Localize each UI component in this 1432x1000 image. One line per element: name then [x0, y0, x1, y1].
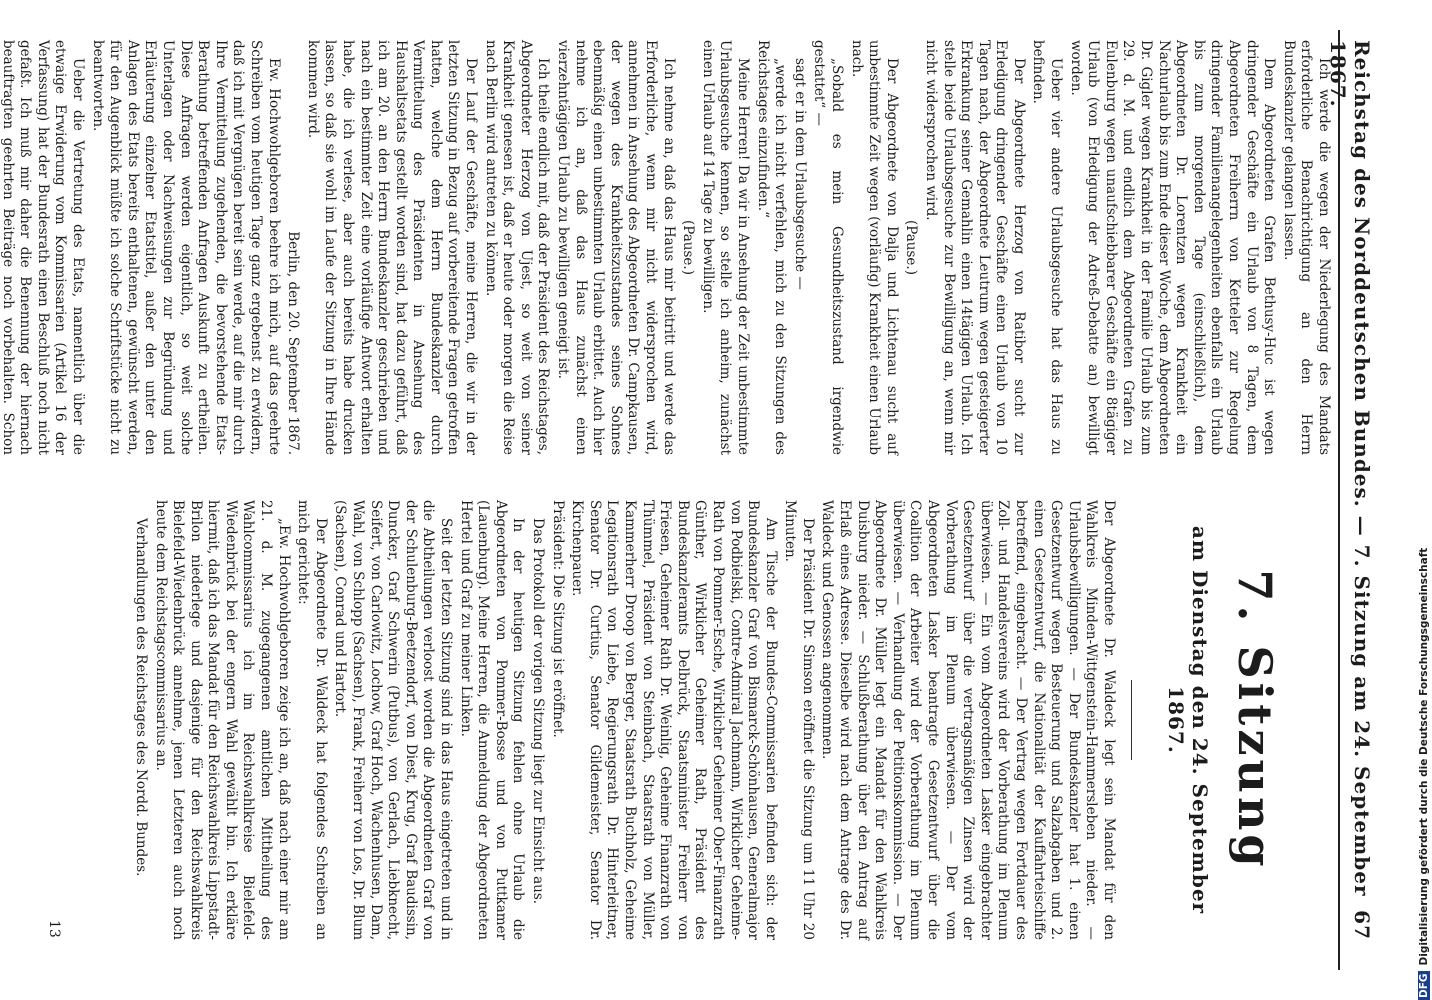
header-rule: [1338, 30, 1340, 970]
running-header: [1326, 40, 1382, 940]
page-number: 67: [1350, 910, 1374, 940]
left-column-paragraph: Das Protokoll der vorigen Sitzung liegt zur Einsicht aus.: [530, 518, 546, 905]
right-column-paragraph: Ich nehme an, daß das Haus mir beitritt und werde das Erforderliche, wenn mir nicht widersprochen wird, annehmen in Ansehung des Abgeordneten Dr. Campkausen, der wegen des Krankheitszustandes seines Sohnes ebenmäßig einen unbestimmten Urlaub erbittet. Auch hier nehme ich an, daß das Haus zunächst einen vierzehntägigen Urlaub zu bewilligen geneigt ist.: [555, 40, 677, 455]
left-column-paragraph: Der Abgeordnete Dr. Waldeck legt sein Mandat für den Wahlkreis Minden-Wittgenstein-Hammersleben nieder. — Urlaubsbewilligungen. — Der Bundeskanzler hat 1. einen Gesetzentwurf wegen Besteuerung und Salzabgaben und 2. einen Gesetzentwurf, die Nationalität der Kauffahrteischiffe betreffend, eingebracht. — Der Vertrag wegen Fortdauer des Zoll- und Handelsvereins wird der Vorberathung im Plenum überwiesen. — Ein vom Abgeordneten Lasker eingebrachter Gesetzentwurf über die vertragsmäßigen Zinsen wird der Vorberathung im Plenum überwiesen. — Der vom Abgeordneten Lasker beantragte Gesetzentwurf über die Coalition der Arbeiter wird der Vorberathung im Plenum überwiesen. — Verhandlung der Petitionskommission. — Der Abgeordnete Dr. Müller legt ein Mandat für den Wahlkreis Duisburg nieder. — Schlußberathung über den Antrag auf Erlaß eines Adresse. Dieselbe wird nach dem Antrage des Dr. Waldeck und Genossen angenommen.: [819, 500, 1117, 940]
left-column-paragraph: Präsident: Die Sitzung ist eröffnet.: [549, 500, 566, 738]
right-column-paragraph: „werde ich nicht verfehlen, mich zu den Sitzungen des Reichstages einzufinden.“: [754, 40, 789, 455]
right-column-paragraph: Dem Abgeordneten Grafen Bethusy-Huc ist wegen dringender Geschäfte ein Urlaub von 8 Tagen, dem Abgeordneten Freiherrn von Ketteler zur Regelung dringender Familienangelegenheiten ebenfalls ein Urlaub bis zum morgenden Tage (einschließlich), dem Abgeordneten Dr. Lorentzen wegen Krankheit ein Nachurlaub bis zum Ende dieser Woche, dem Abgeordneten Dr. Gigler wegen Krankheit in der Familie Urlaub bis zum 29. d. M. und endlich dem Abgeordneten Grafen zu Eulenburg wegen unaufschiebbarer Geschäfte ein 8tägiger Urlaub (von Erledigung der Adreß-Debatte an) bewilligt worden.: [1067, 40, 1278, 455]
right-column-paragraph: Ew. Hochwohlgeboren beehre ich mich, auf das geehrte Schreiben vom heutigen Tage ganz ergebenst zu erwidern, daß ich mit Vergnügen bereit sein werde, auf die mir durch Ihre Vermittelung zugehenden, die bevorstehende Etats-Berathung betreffenden Anfragen Auskunft zu ertheilen. Diese Anfragen werden eigentlich, so weit solche Unterlagen oder Nachweisungen zur Begründung und Erläuterung einzelner Etatstitel, außer den unter den Anlagen des Etats bereits enthaltenen, gewünscht werden, für den Augenblick müßte ich solche Schriftstücke nicht zu beantworten.: [89, 40, 282, 455]
right-column-paragraph: Ueber vier andere Urlaubsgesuche hat das Haus zu befinden.: [1030, 40, 1065, 455]
left-column-paragraph: „Ew. Hochwohlgeboren zeige ich an, daß nach einer mir am 21. d. M. zugegangenen amtlichen Mittheilung des Wahlcommissarius ich im Reichswahlkreise Bielefeld-Wiedenbrück bei der engern Wahl gewählt bin. Ich erkläre hiermit, daß ich das Mandat für den Reichswahlkreis Lippstadt-Brilon niederlege und dasjenige für den Reichswahlkreis Bielefeld-Wiedenbrück annehme, jenen Letzteren auch noch heute dem Reichstagscommissarius an.: [152, 500, 292, 940]
right-column-paragraph: (Pause.): [680, 220, 697, 275]
page-mark: 13: [46, 920, 62, 938]
right-column-paragraph: „Sobald es mein Gesundheitszustand irgendwie gestattet“ —: [811, 40, 845, 455]
title-rule: [1131, 680, 1132, 760]
column-left: [129, 500, 1117, 940]
left-column-paragraph: Verhandlungen des Reichstages des Nordd. Bundes.: [132, 518, 149, 877]
right-column-paragraph: Meine Herren! Da wir in Ansehung der Zeit unbestimmte Urlaubsgesuche kennen, so stelle ich anheim, zunächst einen Urlaub auf 14 Tage zu bewilligen.: [699, 40, 751, 455]
right-column-paragraph: sagt er in dem Urlaubsgesuche —: [791, 58, 808, 290]
dfg-logo: DFG: [1418, 973, 1430, 998]
right-column-paragraph: Ich theile endlich mit, daß der Präsident des Reichstages, Abgeordneter Herzog von Ujest, so weit von seiner Krankheit genesen ist, daß er heute oder morgen die Reise nach Berlin wird antreten zu können.: [482, 40, 552, 455]
funding-sidebar: [1418, 547, 1432, 1000]
funding-note: Digitalisierung gefördert durch die Deutsche Forschungsgemeinschaft: [1418, 547, 1430, 966]
session-date: am Dienstag den 24. September 1867.: [1164, 525, 1212, 915]
header-title: Reichstag des Norddeutschen Bundes. — 7. Sitzung am 24. September 1867.: [1326, 40, 1374, 897]
left-column-paragraph: Seit der letzten Sitzung sind in das Haus eingetreten und in die Abtheilungen verloost worden die Abgeordneten Graf von der Schulenburg-Beetzendorf, von Diest, Krug, Graf Baudissin, Duncker, Graf Schwerin (Putbus), von Gerlach, Liebknecht, Seifert, von Carlowitz, Lochow, Graf Hoch, Wachenhusen, Dam, Wahl, von Schlopp (Sachsen), Frank, Freiherr von Los, Dr. Blum (Sachsen), Conrad und Hartort.: [332, 500, 455, 940]
right-column-paragraph: (Pause.): [903, 220, 920, 275]
left-column-paragraph: Der Präsident Dr. Simson eröffnet die Sitzung um 11 Uhr 20 Minuten.: [782, 500, 816, 940]
left-column-paragraph: Am Tische der Bundes-Commissarien befinden sich: der Bundeskanzler Graf von Bismarck-Schönhausen, Generalmajor von Podbielski, Contre-Admiral Jachmann, Wirklicher Geheime-Rath von Pommer-Esche, Wirklicher Geheimer Ober-Finanzrath Günther, Wirklicher Geheimer Rath, Präsident des Bundeskanzleramts Delbrück, Staatsminister Freiherr von Friesen, Geheimer Rath Dr. Weinlig, Geheime Finanzrath von Thümmel, Präsident von Steinbach, Staatsrath von Müller, Kammerherr Droop von Berger, Staatsrath Buchholz, Geheime Legationsrath von Liebe, Regierungsrath Dr. Hinterleitner, Senator Dr. Curtius, Senator Gildemeister, Senator Dr. Kirchenpauer.: [569, 500, 779, 940]
right-column-paragraph: Berlin, den 20. September 1867.: [285, 231, 302, 455]
right-column-paragraph: Ich werde die wegen der Niederlegung des Mandats erforderliche Benachrichtigung an den Herrn Bundeskanzler gelangen lassen.: [1280, 40, 1332, 455]
right-column-paragraph: Der Lauf der Geschäfte, meine Herren, die wir in der letzten Sitzung in Bezug auf vorbereitende Fragen getroffen hatten, welche dem Herrn Bundeskanzler durch Vermittelung des Präsidenten in Ansehung des Haushaltsetats gestellt worden sind, hat dazu geführt, daß ich am 20. an den Herrn Bundeskanzler geschrieben und nach ein bestimmter Zeit eine vorläufige Antwort erhalten habe, die ich verlese, aber auch bereits habe drucken lassen, so daß sie wohl im Laufe der Sitzung in Ihre Hände kommen wird.: [304, 40, 480, 455]
right-column-paragraph: Der Abgeordnete von Dalja und Lichtenau sucht auf unbestimmte Zeit wegen (vorläufig) Krankheit einen Urlaub nach.: [848, 40, 900, 455]
left-column-paragraph: Der Abgeordnete Dr. Waldeck hat folgendes Schreiben an mich gerichtet:: [295, 500, 329, 940]
right-column-paragraph: Der Abgeordnete Herzog von Ratibor sucht zur Erledigung dringender Geschäfte einen Urlaub von 10 Tagen nach, der Abgeordnete Leutrum wegen gesteigerter Erkrankung seiner Gemahlin einen 14tägigen Urlaub. Ich stelle beide Urlaubsgesuche zur Bewilligung an, wenn mir nicht widersprochen wird.: [922, 40, 1027, 455]
left-column-paragraph: In der heutigen Sitzung fehlen ohne Urlaub die Abgeordneten von Pommer-Bosse und von Puttkamer (Lauenburg). Meine Herren, die Anmeldung der Abgeordneten Hertel und Graf zu meiner Linken.: [457, 500, 527, 940]
right-column-paragraph: Ueber die Vertretung des Etats, namentlich über die etwaige Erwiderung vom Kommissarien (Artikel 16 der Verfassung) hat der Bundesrath einen Beschluß noch nicht gefaßt. Ich muß mir daher die Benennung der hiernach beauftragten geehrten Beiträge noch vorbehalten. Schon: [0, 40, 87, 455]
column-right: [0, 40, 1332, 455]
session-title: 7. Sitzung: [1228, 569, 1282, 871]
